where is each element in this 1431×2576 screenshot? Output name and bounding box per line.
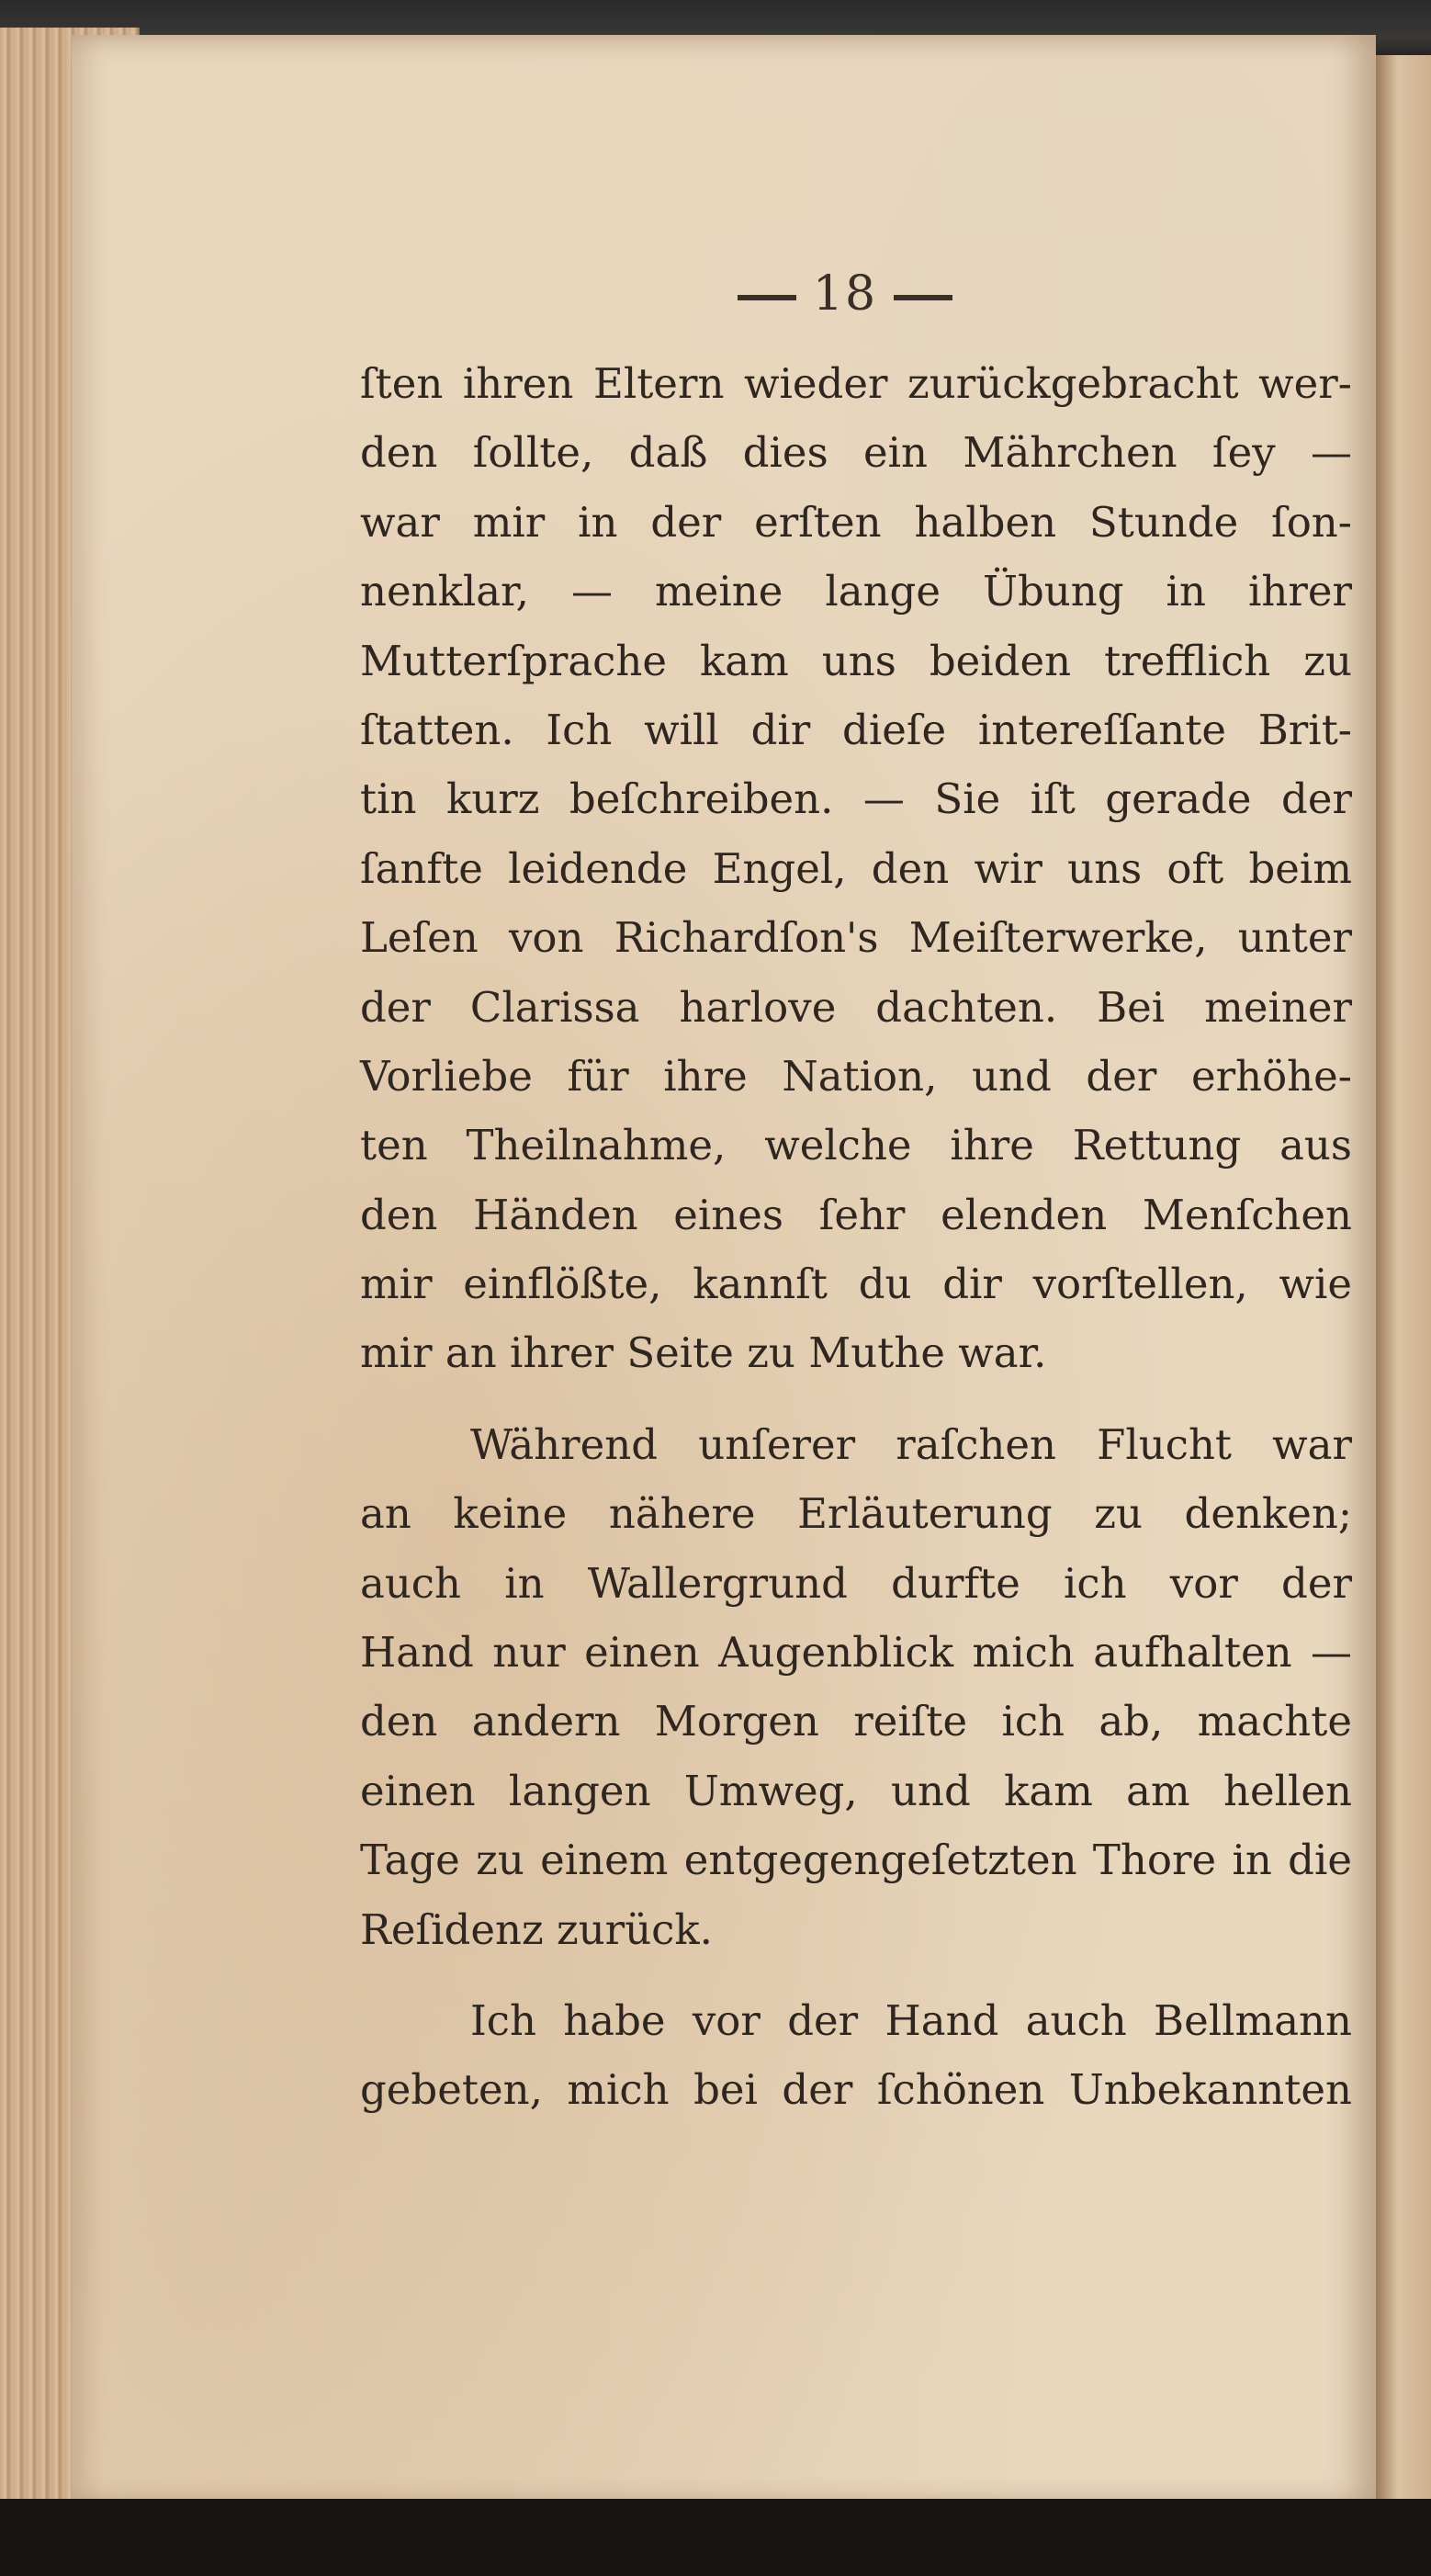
text-line: mir an ihrer Seite zu Muthe war. — [360, 1328, 1047, 1378]
text-line: mir einflößte, kannſt du dir vorſtellen, wie — [360, 1260, 1352, 1309]
paragraph-2 — [360, 1410, 1352, 1964]
text-line: war mir in der erſten halben Stunde ſon- — [360, 497, 1352, 547]
paragraph-gap — [360, 1964, 1352, 1986]
text-line: gebeten, mich bei der ſchönen Unbekannten — [360, 2065, 1352, 2115]
text-line: an keine nähere Erläuterung zu denken; — [360, 1489, 1352, 1539]
text-line: nenklar, — meine lange Übung in ihrer — [360, 567, 1352, 616]
text-line: den andern Morgen reiſte ich ab, machte — [360, 1697, 1352, 1746]
text-line: Während unſerer raſchen Flucht war — [470, 1419, 1352, 1469]
paragraph-3 — [360, 1986, 1352, 2125]
text-line: Mutterſprache kam uns beiden trefflich zu — [360, 636, 1352, 685]
page-number-value: 18 — [812, 266, 878, 322]
text-line: Tage zu einem entgegengeſetzten Thore in die — [360, 1836, 1352, 1885]
page-number — [707, 266, 983, 322]
text-line: auch in Wallergrund durfte ich vor der — [360, 1558, 1352, 1608]
page-number-dash-right — [894, 295, 952, 300]
text-line: ten Theilnahme, welche ihre Rettung aus — [360, 1121, 1352, 1170]
text-line: Hand nur einen Augenblick mich aufhalten — — [360, 1628, 1352, 1678]
paragraph-1 — [360, 349, 1352, 1388]
paragraph-gap — [360, 1388, 1352, 1410]
text-line: ſten ihren Eltern wieder zurückgebracht wer- — [360, 359, 1352, 408]
text-line: Leſen von Richardſon's Meiſterwerke, unter — [360, 913, 1352, 963]
text-line: den ſollte, daß dies ein Mährchen ſey — — [360, 428, 1352, 478]
text-line: den Händen eines ſehr elenden Menſchen — [360, 1190, 1352, 1239]
text-line: tin kurz beſchreiben. — Sie iſt gerade der — [360, 774, 1352, 824]
body-text — [360, 349, 1352, 2125]
text-line: ſanfte leidende Engel, den wir uns oft beim — [360, 843, 1352, 893]
text-line: Vorliebe für ihre Nation, und der erhöhe- — [360, 1051, 1352, 1101]
facing-page-edge — [1376, 55, 1431, 2499]
text-line: Reſidenz zurück. — [360, 1904, 713, 1954]
scan-bottom-shadow — [0, 2499, 1431, 2576]
text-line: einen langen Umweg, und kam am hellen — [360, 1766, 1352, 1815]
text-line: ſtatten. Ich will dir dieſe intereſſante Brit- — [360, 705, 1352, 754]
text-line: Ich habe vor der Hand auch Bellmann — [470, 1995, 1352, 2045]
page-number-dash-left — [738, 295, 796, 300]
text-line: der Clarissa harlove dachten. Bei meiner — [360, 982, 1352, 1032]
